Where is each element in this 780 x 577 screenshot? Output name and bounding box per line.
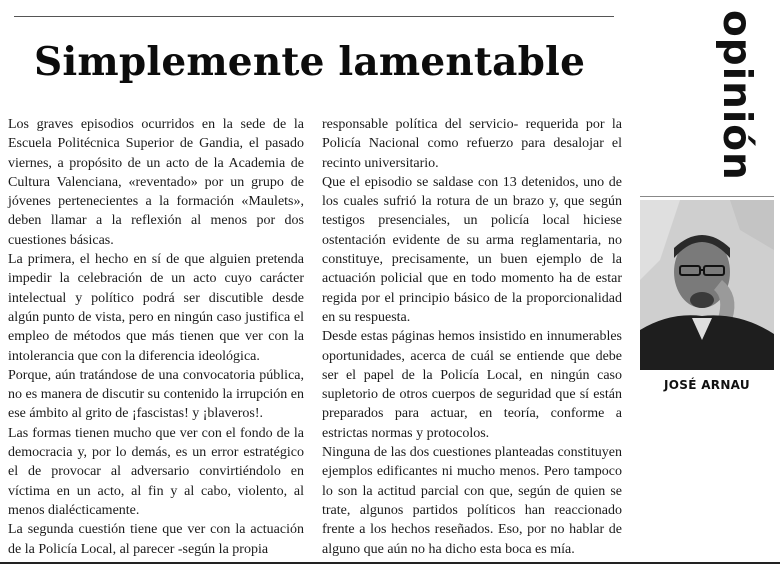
paragraph: Los graves episodios ocurridos en la sede de la Escuela Politécnica Superior de Gandia, el pasado viernes, a propósito de un acto de la Academia de Cultura Valenciana, «reventado» por un grupo de jóvenes pertenecientes a la formación «Maulets», deben llamar a la reflexión al menos por dos cuestiones básicas.: [8, 117, 304, 248]
paragraph: Ninguna de las dos cuestiones planteadas constituyen ejemplos edificantes ni mucho menos. Pero tampoco lo son la actitud parcial con que, según de quien se trate, algunos partidos políticos han reaccionado frente a los hechos reseñados. Eso, por no hablar de alguno que aún no ha dicho esta boca es mía.: [322, 445, 622, 557]
author-portrait-photo: [640, 200, 774, 370]
article-headline: Simplemente lamentable: [34, 39, 586, 85]
portrait-illustration: [640, 200, 774, 370]
paragraph: Porque, aún tratándose de una convocatoria pública, no es manera de discutir su contenido la irrupción en ese ámbito al grito de ¡fascistas! y ¡blaveros!.: [8, 367, 304, 422]
paragraph: Las formas tienen mucho que ver con el fondo de la democracia y, por lo demás, es un error estratégico el de provocar al adversario convirtiéndolo en víctima en un acto, al fin y al cabo, violento, al menos dialécticamente.: [8, 425, 304, 518]
paragraph: Desde estas páginas hemos insistido en innumerables oportunidades, acerca de cuál se entiende que debe ser el papel de la Policía Local, en ningún caso supletorio de otros cuerpos de seguridad que sí están preparados para actuar, en teoría, conforme a estrictas normas y protocolos.: [322, 329, 622, 441]
top-rule: [14, 16, 614, 17]
article-column-2: [322, 115, 622, 559]
paragraph: responsable política del servicio- requerida por la Policía Nacional como refuerzo para desalojar el recinto universitario.: [322, 117, 622, 171]
paragraph: Que el episodio se saldase con 13 detenidos, uno de los cuales sufrió la rotura de un brazo y, que según testigos presenciales, un policía local hiciese ostentación evidente de su arma reglamentaria, no constituye, precisamente, un buen ejemplo de la actuación policial que en todo momento ha de estar regida por el principio básico de la proporcionalidad en su respuesta.: [322, 174, 622, 325]
paragraph: La primera, el hecho en sí de que alguien pretenda impedir la celebración de un acto cuyo carácter intelectual y político podrá ser discutible desde algún punto de vista, pero en ningún caso justifica el empleo de métodos que más tienen que ver con la intolerancia que con la diferencia ideológica.: [8, 252, 304, 364]
paragraph: La segunda cuestión tiene que ver con la actuación de la Policía Local, al parecer -según la propia: [8, 522, 304, 557]
article-column-1: [8, 115, 304, 559]
bottom-rule: [0, 562, 780, 564]
photo-top-rule: [640, 196, 774, 197]
author-name: JOSÉ ARNAU: [664, 378, 750, 392]
section-label-opinion: opinión: [714, 10, 759, 181]
